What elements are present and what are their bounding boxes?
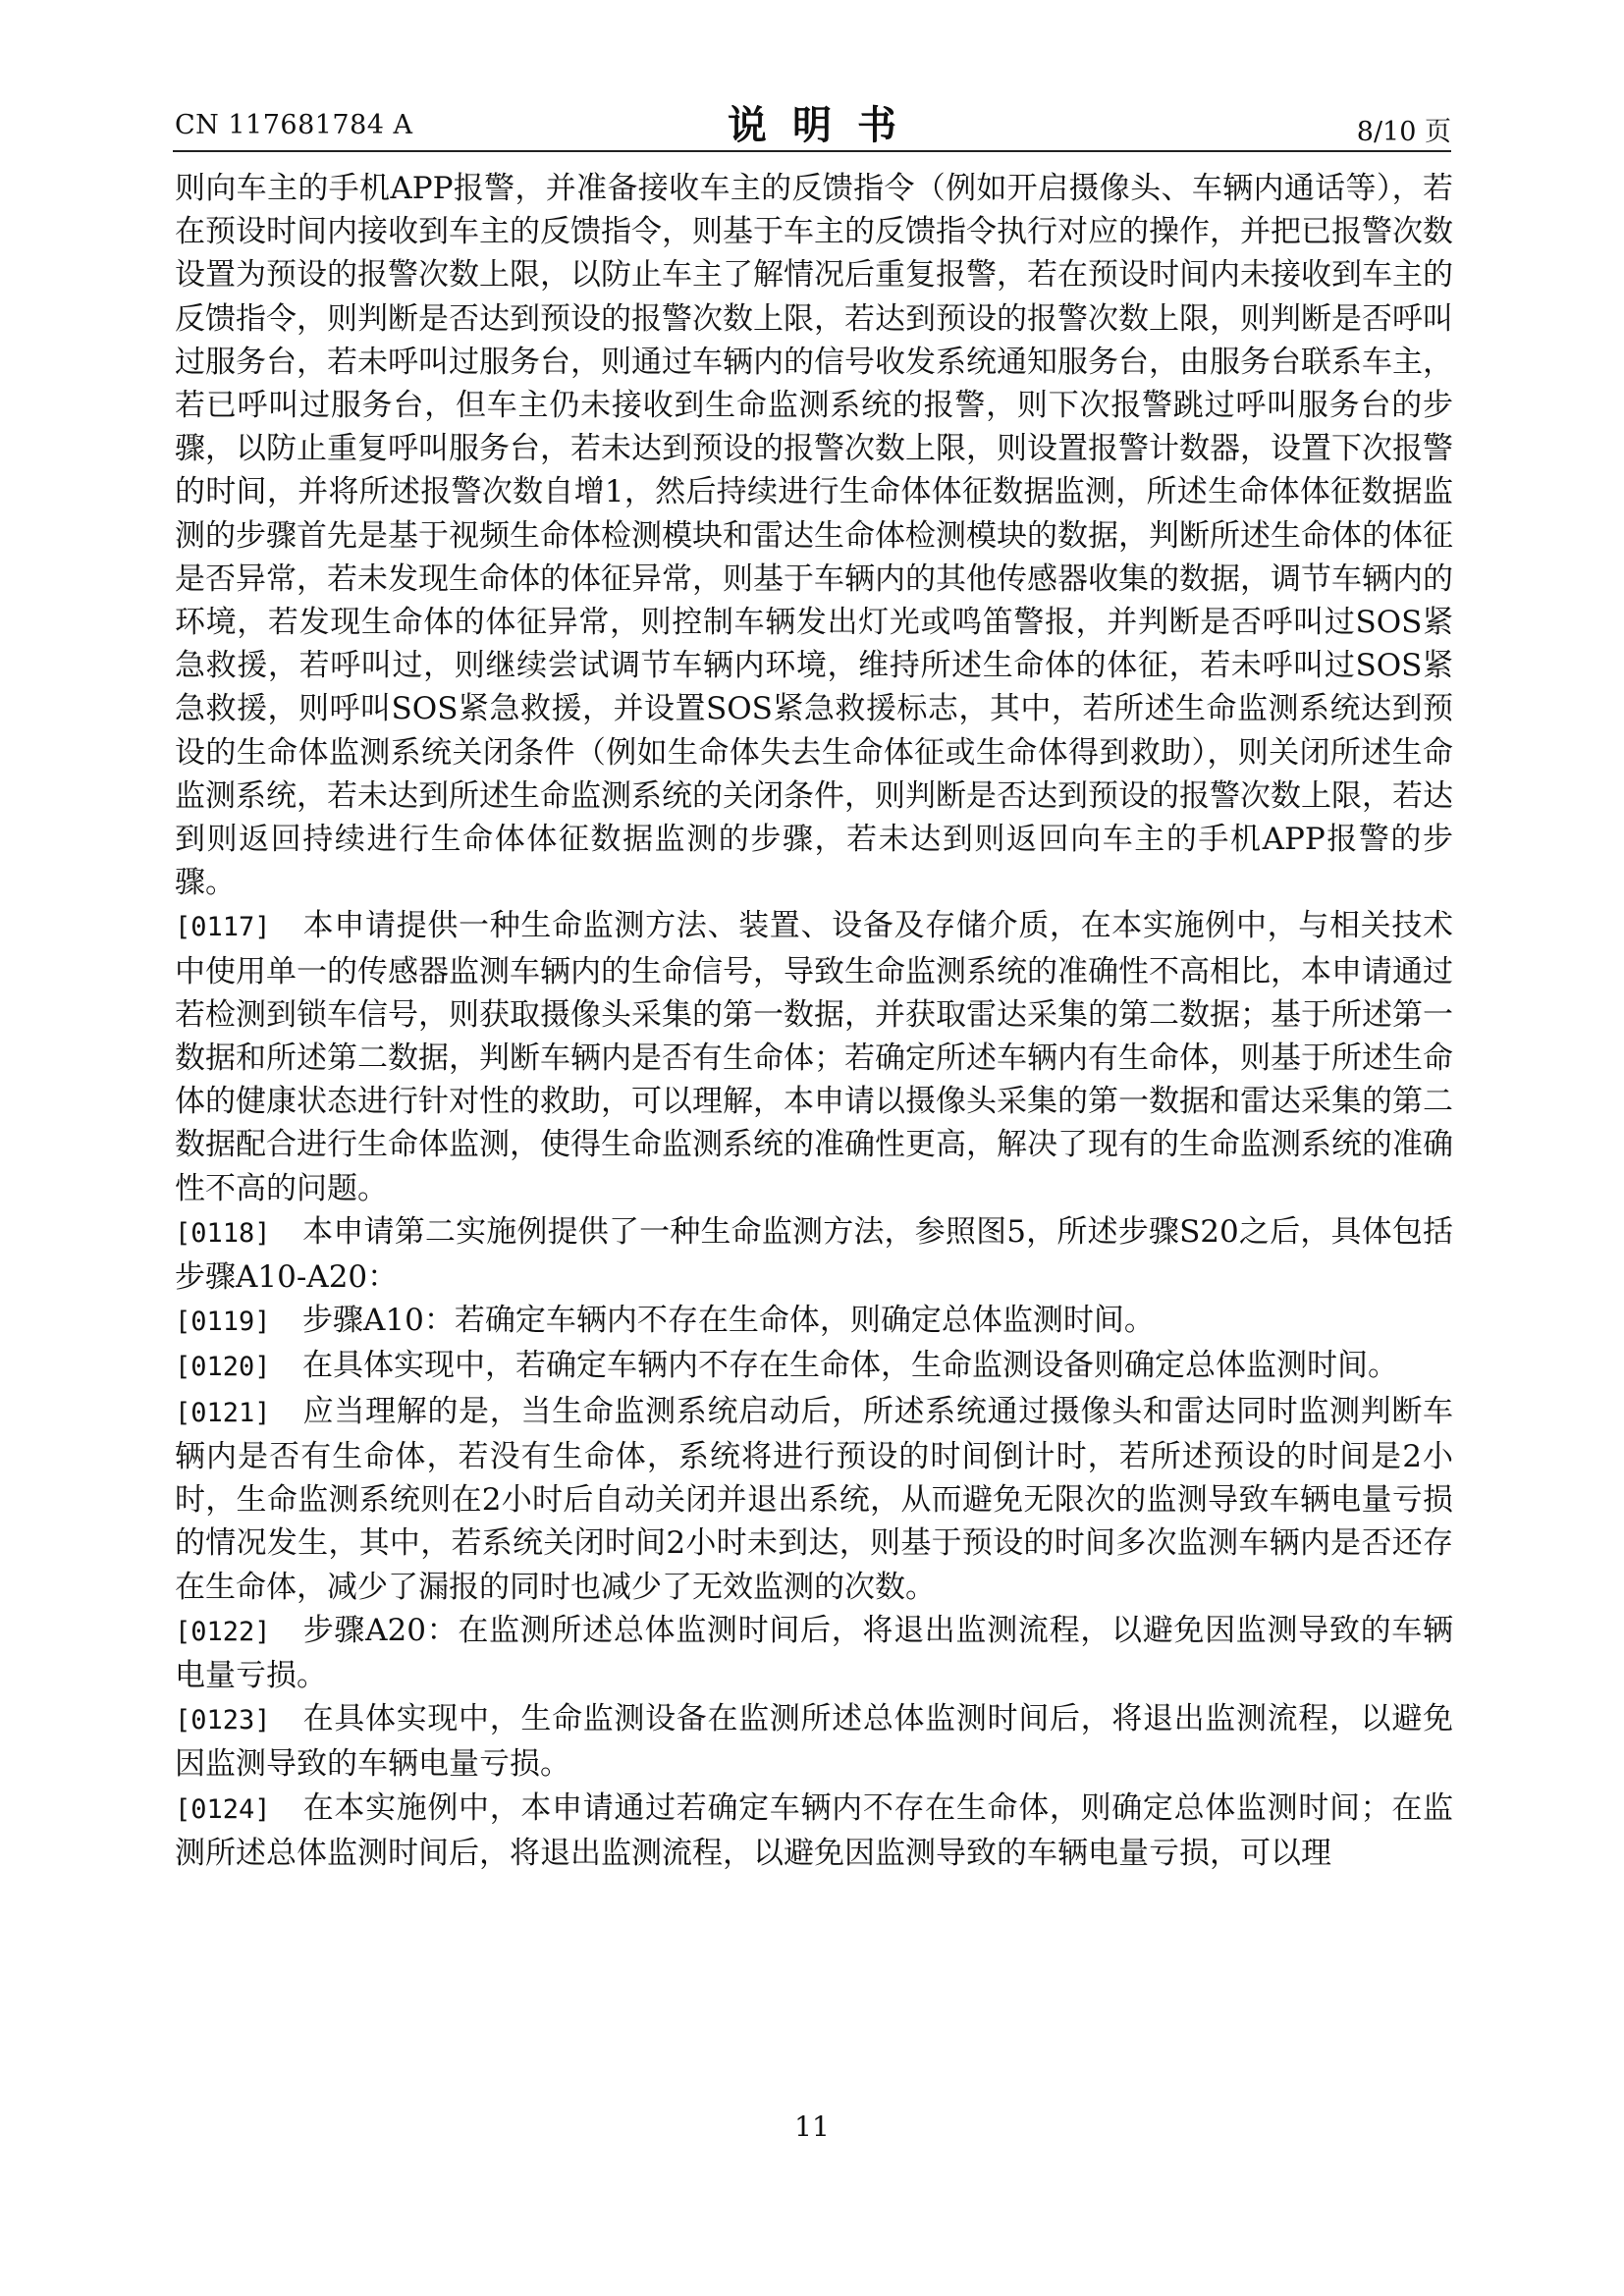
paragraph-0120 [175, 1344, 1453, 1389]
paragraph-0124 [175, 1787, 1453, 1875]
paragraph-text: 则向车主的手机APP报警，并准备接收车主的反馈指令（例如开启摄像头、车辆内通话等），若在预设时间内接收到车主的反馈指令，则基于车主的反馈指令执行对应的操作，并把已报警次数设置为预设的报警次数上限，以防止车主了解情况后重复报警，若在预设时间内未接收到车主的反馈指令，则判断是否达到预设的报警次数上限，若达到预设的报警次数上限，则判断是否呼叫过服务台，若未呼叫过服务台，则通过车辆内的信号收发系统通知服务台，由服务台联系车主，若已呼叫过服务台，但车主仍未接收到生命监测系统的报警，则下次报警跳过呼叫服务台的步骤，以防止重复呼叫服务台，若未达到预设的报警次数上限，则设置报警计数器，设置下次报警的时间，并将所述报警次数自增1，然后持续进行生命体体征数据监测，所述生命体体征数据监测的步骤首先是基于视频生命体检测模块和雷达生命体检测模块的数据，判断所述生命体的体征是否异常，若未发现生命体的体征异常，则基于车辆内的其他传感器收集的数据，调节车辆内的环境，若发现生命体的体征异常，则控制车辆发出灯光或鸣笛警报，并判断是否呼叫过SOS紧急救援，若呼叫过，则继续尝试调节车辆内环境，维持所述生命体的体征，若未呼叫过SOS紧急救援，则呼叫SOS紧急救援，并设置SOS紧急救援标志，其中，若所述生命监测系统达到预设的生命体监测系统关闭条件（例如生命体失去生命体征或生命体得到救助），则关闭所述生命监测系统，若未达到所述生命监测系统的关闭条件，则判断是否达到预设的报警次数上限，若达到则返回持续进行生命体体征数据监测的步骤，若未达到则返回向车主的手机APP报警的步骤。 [175, 171, 1453, 901]
paragraph-continuation [175, 167, 1453, 904]
paragraph-text: 在本实施例中，本申请通过若确定车辆内不存在生命体，则确定总体监测时间；在监测所述总体监测时间后，将退出监测流程，以避免因监测导致的车辆电量亏损，可以理 [175, 1789, 1453, 1871]
header-divider [173, 150, 1451, 152]
paragraph-0123 [175, 1697, 1453, 1786]
paragraph-0119 [175, 1299, 1453, 1344]
paragraph-number: [0120] [175, 1352, 271, 1383]
paragraph-number: [0124] [175, 1793, 271, 1825]
paragraph-0118 [175, 1210, 1453, 1299]
paragraph-number: [0119] [175, 1307, 271, 1338]
paragraph-number: [0123] [175, 1705, 271, 1736]
paragraph-number: [0121] [175, 1397, 271, 1428]
paragraph-text: 本申请第二实施例提供了一种生命监测方法，参照图5，所述步骤S20之后，具体包括步骤A10-A20： [175, 1213, 1453, 1296]
paragraph-0121 [175, 1390, 1453, 1609]
paragraph-text: 应当理解的是，当生命监测系统启动后，所述系统通过摄像头和雷达同时监测判断车辆内是否有生命体，若没有生命体，系统将进行预设的时间倒计时，若所述预设的时间是2小时，生命监测系统则在2小时后自动关闭并退出系统，从而避免无限次的监测导致车辆电量亏损的情况发生，其中，若系统关闭时间2小时未到达，则基于预设的时间多次监测车辆内是否还存在生命体，减少了漏报的同时也减少了无效监测的次数。 [175, 1393, 1453, 1605]
paragraph-number: [0122] [175, 1616, 271, 1647]
paragraph-text: 在具体实现中，若确定车辆内不存在生命体，生命监测设备则确定总体监测时间。 [302, 1348, 1398, 1384]
paragraph-number: [0118] [175, 1217, 271, 1249]
paragraph-text: 在具体实现中，生命监测设备在监测所述总体监测时间后，将退出监测流程，以避免因监测导致的车辆电量亏损。 [175, 1701, 1453, 1783]
page-info: 8/10 页 [1356, 117, 1451, 147]
document-title: 说明书 [728, 102, 922, 148]
paragraph-text: 本申请提供一种生命监测方法、装置、设备及存储介质，在本实施例中，与相关技术中使用单一的传感器监测车辆内的生命信号，导致生命监测系统的准确性不高相比，本申请通过若检测到锁车信号，则获取摄像头采集的第一数据，并获取雷达采集的第二数据；基于所述第一数据和所述第二数据，判断车辆内是否有生命体；若确定所述车辆内有生命体，则基于所述生命体的健康状态进行针对性的救助，可以理解，本申请以摄像头采集的第一数据和雷达采集的第二数据配合进行生命体监测，使得生命监测系统的准确性更高，解决了现有的生命监测系统的准确性不高的问题。 [175, 908, 1453, 1206]
paragraph-0117 [175, 904, 1453, 1209]
patent-number: CN 117681784 A [175, 110, 413, 140]
paragraph-text: 步骤A20：在监测所述总体监测时间后，将退出监测流程，以避免因监测导致的车辆电量亏损。 [175, 1612, 1453, 1693]
paragraph-0122 [175, 1609, 1453, 1697]
paragraph-text: 步骤A10：若确定车辆内不存在生命体，则确定总体监测时间。 [302, 1303, 1155, 1339]
page-number: 11 [794, 2110, 830, 2143]
document-body [175, 167, 1453, 1875]
paragraph-number: [0117] [175, 912, 271, 943]
